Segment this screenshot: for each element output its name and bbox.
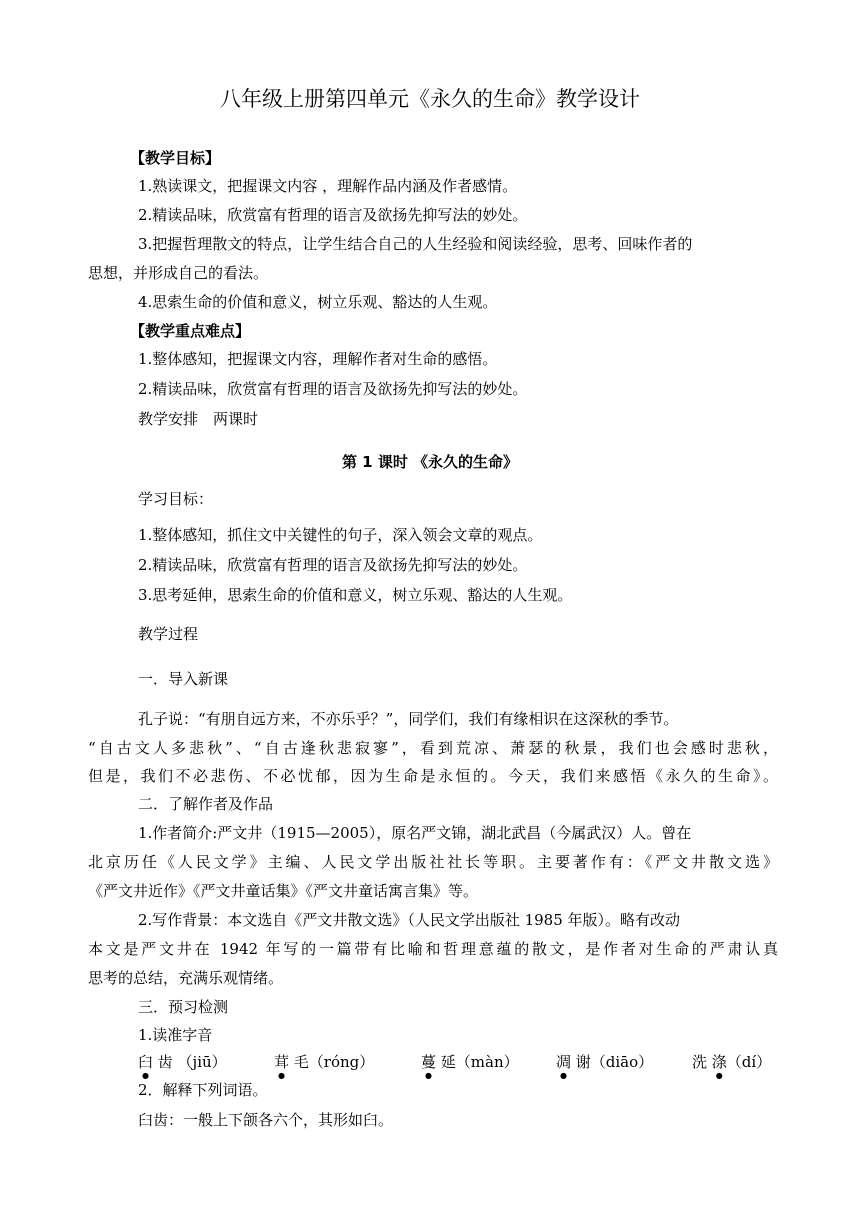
arrangement-line: 教学安排 两课时 xyxy=(138,410,259,428)
section-1-line-3: 但是，我们不必悲伤、不必忧郁，因为生命是永恒的。今天，我们来感悟《永久的生命》。 xyxy=(88,767,778,785)
study-goal-item-1: 1.整体感知，抓住文中关键性的句子，深入领会文章的观点。 xyxy=(138,526,543,544)
pronunciation-word xyxy=(421,1048,519,1080)
process-label: 教学过程 xyxy=(138,625,199,643)
lesson-1-heading: 第 1 课时 《永久的生命》 xyxy=(341,453,519,471)
section-3-heading: 三．预习检测 xyxy=(138,998,229,1016)
pronunciation-word xyxy=(138,1048,227,1080)
key-point-item-1: 1.整体感知，把握课文内容，理解作者对生命的感悟。 xyxy=(138,350,498,368)
objective-item-3-line-2: 思想，并形成自己的看法。 xyxy=(88,264,269,282)
key-point-item-2: 2.精读品味，欣赏富有哲理的语言及欲扬先抑写法的妙处。 xyxy=(138,380,528,398)
definition-1: 臼齿：一般上下颌各六个，其形如臼。 xyxy=(138,1111,394,1129)
emphasis-char: 蔓 xyxy=(421,1053,437,1071)
emphasis-char: 臼 xyxy=(138,1053,154,1071)
page-title: 八年级上册第四单元《永久的生命》教学设计 xyxy=(220,87,640,111)
section-1-line-2: “自古文人多悲秋”、“自古逢秋悲寂寥”，看到荒凉、萧瑟的秋景，我们也会感时悲秋， xyxy=(88,739,778,757)
section-2-p2-line-3: 思考的总结，充满乐观情绪。 xyxy=(88,969,284,987)
section-2-p1-line-1: 1.作者简介:严文井（1915—2005），原名严文锦，湖北武昌（今属武汉）人。曾在 xyxy=(138,824,692,842)
study-goal-item-2: 2.精读品味，欣赏富有哲理的语言及欲扬先抑写法的妙处。 xyxy=(138,556,528,574)
pronunciation-row xyxy=(0,1048,860,1076)
study-goals-label: 学习目标： xyxy=(138,490,214,508)
word-rest: 谢（diāo） xyxy=(571,1053,654,1071)
section-3-sub-1: 1.读准字音 xyxy=(138,1026,213,1044)
section-2-p2-line-1: 2.写作背景：本文选自《严文井散文选》（人民文学出版社 1985 年版）。略有改动 xyxy=(138,911,681,929)
section-1-heading: 一．导入新课 xyxy=(138,670,229,688)
objective-item-2: 2.精读品味，欣赏富有哲理的语言及欲扬先抑写法的妙处。 xyxy=(138,206,528,224)
pronunciation-word xyxy=(556,1048,653,1080)
pronunciation-word xyxy=(692,1048,771,1080)
objective-item-1: 1.熟读课文，把握课文内容 ，理解作品内涵及作者感情。 xyxy=(138,177,518,195)
pronunciation-word xyxy=(274,1048,374,1080)
objectives-heading: 【教学目标】 xyxy=(130,149,221,167)
word-rest: 毛（róng） xyxy=(289,1053,375,1071)
emphasis-char: 茸 xyxy=(274,1053,290,1071)
word-rest: 延（màn） xyxy=(436,1053,519,1071)
study-goal-item-3: 3.思考延伸，思索生命的价值和意义，树立乐观、豁达的人生观。 xyxy=(138,586,573,604)
section-2-p2-line-2: 本文是严文井在 1942 年写的一篇带有比喻和哲理意蕴的散文，是作者对生命的严肃认真 xyxy=(88,940,778,958)
objective-item-4: 4.思索生命的价值和意义，树立乐观、豁达的人生观。 xyxy=(138,293,498,311)
word-rest: 齿 （jiū） xyxy=(153,1053,227,1071)
emphasis-char: 涤 xyxy=(711,1053,727,1071)
section-2-p1-line-3: 《严文井近作》《严文井童话集》《严文井童话寓言集》等。 xyxy=(88,882,479,900)
emphasis-char: 凋 xyxy=(556,1053,572,1071)
section-1-line-1: 孔子说：“有朋自远方来，不亦乐乎？”，同学们，我们有缘相识在这深秋的季节。 xyxy=(138,710,679,728)
section-2-p1-line-2: 北京历任《人民文学》主编、人民文学出版社社长等职。主要著作有：《严文井散文选》 xyxy=(88,853,778,871)
section-3-sub-2: 2．解释下列词语。 xyxy=(138,1081,268,1099)
word-rest: （dí） xyxy=(726,1053,772,1071)
objective-item-3-line-1: 3.把握哲理散文的特点，让学生结合自己的人生经验和阅读经验，思考、回味作者的 xyxy=(138,235,693,253)
section-2-heading: 二．了解作者及作品 xyxy=(138,795,274,813)
key-points-heading: 【教学重点难点】 xyxy=(130,322,251,340)
word-prefix: 洗 xyxy=(692,1053,712,1071)
